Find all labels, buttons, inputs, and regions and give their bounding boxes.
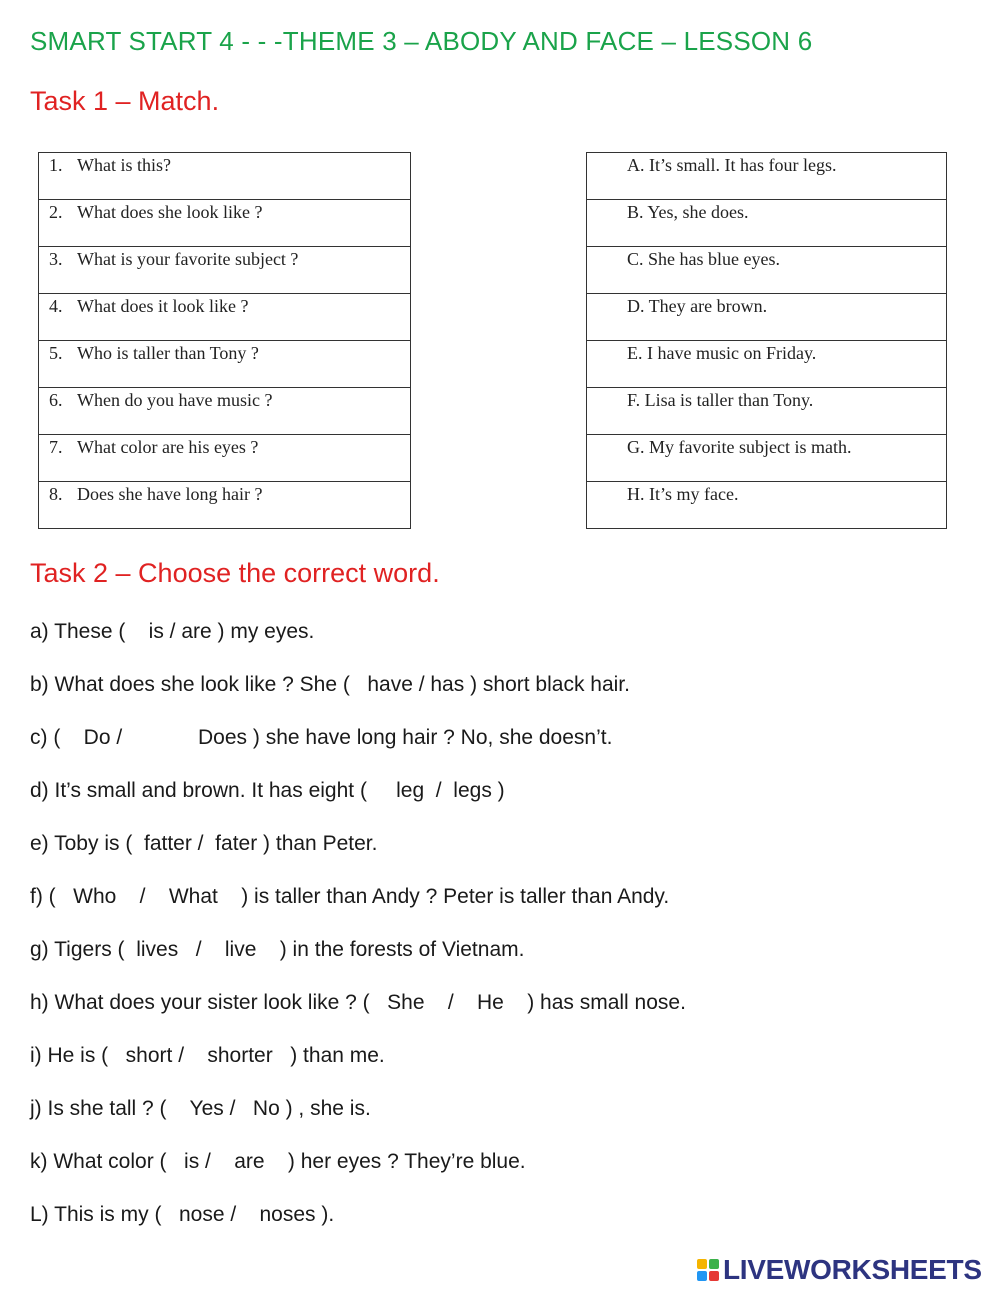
exercise-item: j) Is she tall ? ( Yes / No ) , she is. xyxy=(30,1097,371,1120)
task2-heading: Task 2 – Choose the correct word. xyxy=(30,558,440,588)
exercise-item: i) He is ( short / shorter ) than me. xyxy=(30,1044,385,1067)
table-row xyxy=(39,388,411,435)
answer-cell: F. Lisa is taller than Tony. xyxy=(587,388,947,435)
table-row xyxy=(39,482,411,529)
answer-cell: G. My favorite subject is math. xyxy=(587,435,947,482)
table-row xyxy=(587,247,947,294)
liveworksheets-logo[interactable] xyxy=(697,1254,982,1286)
question-cell: 7. What color are his eyes ? xyxy=(39,435,411,482)
answer-cell: D. They are brown. xyxy=(587,294,947,341)
question-cell: 1. What is this? xyxy=(39,153,411,200)
table-row xyxy=(587,435,947,482)
table-row xyxy=(39,294,411,341)
question-cell: 5. Who is taller than Tony ? xyxy=(39,341,411,388)
question-cell: 3. What is your favorite subject ? xyxy=(39,247,411,294)
exercise-item: c) ( Do / Does ) she have long hair ? No, she doesn’t. xyxy=(30,726,613,749)
answer-cell: E. I have music on Friday. xyxy=(587,341,947,388)
exercise-item: b) What does she look like ? She ( have / has ) short black hair. xyxy=(30,673,630,696)
exercise-item: a) These ( is / are ) my eyes. xyxy=(30,620,315,643)
table-row xyxy=(587,200,947,247)
liveworksheets-grid-icon xyxy=(697,1259,719,1281)
exercise-item: h) What does your sister look like ? ( She / He ) has small nose. xyxy=(30,991,686,1014)
table-row xyxy=(39,247,411,294)
table-row xyxy=(39,153,411,200)
answers-table xyxy=(586,152,947,529)
answer-cell: H. It’s my face. xyxy=(587,482,947,529)
table-row xyxy=(587,153,947,200)
task1-heading: Task 1 – Match. xyxy=(30,86,220,116)
questions-table xyxy=(38,152,411,529)
question-cell: 2. What does she look like ? xyxy=(39,200,411,247)
exercise-item: g) Tigers ( lives / live ) in the forests of Vietnam. xyxy=(30,938,525,961)
table-row xyxy=(587,341,947,388)
table-row xyxy=(39,435,411,482)
table-row xyxy=(39,341,411,388)
table-row xyxy=(587,294,947,341)
exercise-item: d) It’s small and brown. It has eight ( leg / legs ) xyxy=(30,779,505,802)
answer-cell: B. Yes, she does. xyxy=(587,200,947,247)
question-cell: 4. What does it look like ? xyxy=(39,294,411,341)
table-row xyxy=(587,388,947,435)
exercise-item: f) ( Who / What ) is taller than Andy ? Peter is taller than Andy. xyxy=(30,885,670,908)
question-cell: 8. Does she have long hair ? xyxy=(39,482,411,529)
table-row xyxy=(39,200,411,247)
exercise-item: e) Toby is ( fatter / fater ) than Peter. xyxy=(30,832,378,855)
question-cell: 6. When do you have music ? xyxy=(39,388,411,435)
table-row xyxy=(587,482,947,529)
exercise-item: L) This is my ( nose / noses ). xyxy=(30,1203,335,1226)
logo-text: LIVEWORKSHEETS xyxy=(723,1254,982,1285)
answer-cell: C. She has blue eyes. xyxy=(587,247,947,294)
page-title: SMART START 4 - - -THEME 3 – ABODY AND FACE – LESSON 6 xyxy=(30,26,813,56)
answer-cell: A. It’s small. It has four legs. xyxy=(587,153,947,200)
exercise-item: k) What color ( is / are ) her eyes ? They’re blue. xyxy=(30,1150,526,1173)
